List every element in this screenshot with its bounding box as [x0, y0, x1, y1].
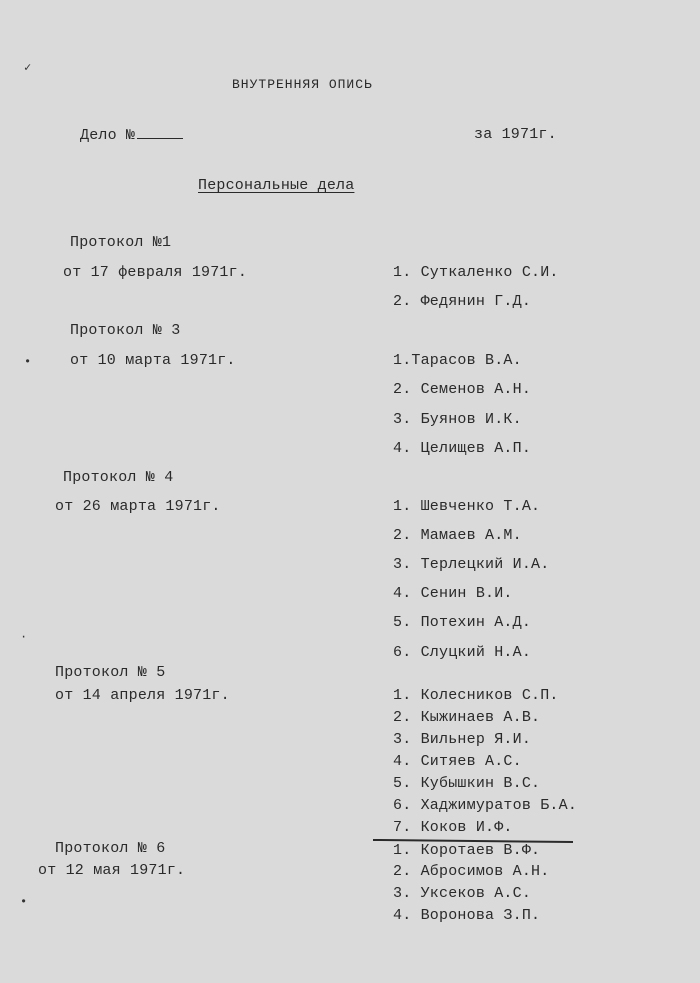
protocol-5-name-6: 6. Хаджимуратов Б.А. — [393, 797, 578, 814]
section-title: Персональные дела — [198, 177, 355, 194]
protocol-6-name-2: 2. Абросимов А.Н. — [393, 863, 550, 880]
protocol-5-name-3: 3. Вильнер Я.И. — [393, 731, 532, 748]
protocol-1-name-2: 2. Федянин Г.Д. — [393, 293, 532, 310]
protocol-6-number: Протокол № 6 — [55, 840, 166, 857]
protocol-5-name-7: 7. Коков И.Ф. — [393, 819, 513, 836]
document-title: ВНУТРЕННЯЯ ОПИСЬ — [232, 77, 373, 92]
case-number-label — [80, 126, 183, 145]
protocol-3-name-1: 1.Тарасов В.А. — [393, 352, 522, 369]
protocol-4-date: от 26 марта 1971г. — [55, 498, 221, 515]
scan-mark-4: • — [20, 895, 28, 909]
protocol-4-name-6: 6. Слуцкий Н.А. — [393, 644, 532, 661]
protocol-1-number: Протокол №1 — [70, 234, 172, 251]
protocol-5-date: от 14 апреля 1971г. — [55, 687, 230, 704]
year-label: за 1971г. — [474, 126, 557, 143]
protocol-5-name-2: 2. Кыжинаев А.В. — [393, 709, 541, 726]
scan-mark-1: ✓ — [24, 61, 32, 75]
protocol-6-name-4: 4. Воронова З.П. — [393, 907, 541, 924]
protocol-5-number: Протокол № 5 — [55, 664, 166, 681]
protocol-5-name-4: 4. Ситяев А.С. — [393, 753, 522, 770]
protocol-4-name-2: 2. Мамаев А.М. — [393, 527, 522, 544]
protocol-1-name-1: 1. Суткаленко С.И. — [393, 264, 559, 281]
protocol-4-name-4: 4. Сенин В.И. — [393, 585, 513, 602]
protocol-3-name-4: 4. Целищев А.П. — [393, 440, 532, 457]
protocol-4-number: Протокол № 4 — [63, 469, 174, 486]
protocol-6-name-1: 1. Коротаев В.Ф. — [393, 842, 541, 859]
protocol-4-name-1: 1. Шевченко Т.А. — [393, 498, 541, 515]
protocol-5-name-1: 1. Колесников С.П. — [393, 687, 559, 704]
protocol-5-name-5: 5. Кубышкин В.С. — [393, 775, 541, 792]
protocol-4-name-5: 5. Потехин А.Д. — [393, 614, 532, 631]
case-number-blank — [137, 126, 183, 139]
protocol-4-name-3: 3. Терлецкий И.А. — [393, 556, 550, 573]
protocol-3-name-3: 3. Буянов И.К. — [393, 411, 522, 428]
protocol-6-date: от 12 мая 1971г. — [38, 862, 186, 879]
protocol-6-name-3: 3. Уксеков А.С. — [393, 885, 532, 902]
protocol-3-date: от 10 марта 1971г. — [70, 352, 236, 369]
protocol-3-name-2: 2. Семенов А.Н. — [393, 381, 532, 398]
case-label-text: Дело № — [80, 127, 136, 144]
protocol-3-number: Протокол № 3 — [70, 322, 181, 339]
scan-mark-2: • — [24, 355, 32, 369]
scan-mark-3: · — [20, 630, 28, 644]
protocol-1-date: от 17 февраля 1971г. — [63, 264, 248, 281]
